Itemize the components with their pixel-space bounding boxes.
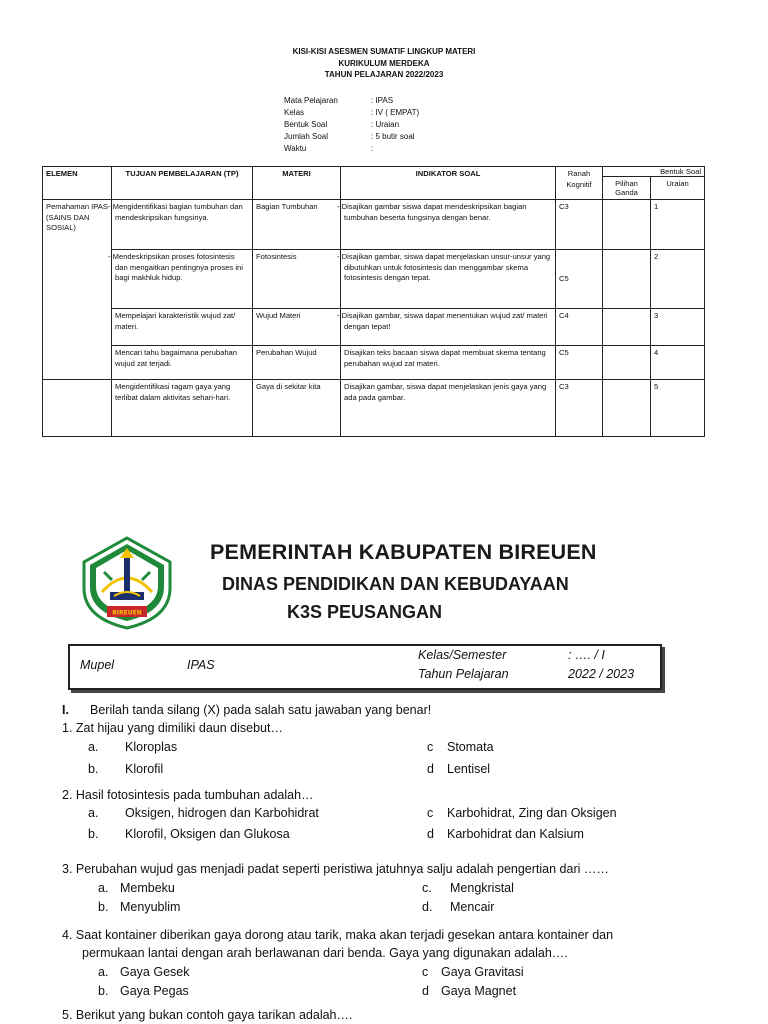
table-row	[43, 309, 705, 346]
option-text: Klorofil	[125, 762, 164, 776]
meta-label: Mata Pelajaran	[284, 96, 338, 105]
cell-ranah: C5	[556, 250, 603, 309]
cell-pg	[603, 346, 651, 380]
header-elemen: ELEMEN	[43, 167, 112, 200]
table-row	[43, 346, 705, 380]
kisi-table	[42, 166, 705, 437]
question-text-continued: permukaan lantai dengan arah berlawanan dari benda. Gaya yang digunakan adalah….	[82, 946, 568, 960]
table-row	[43, 380, 705, 437]
option-text: Mencair	[450, 900, 495, 914]
option-letter: d	[427, 762, 434, 776]
table-row	[43, 250, 705, 309]
kisi-title	[0, 46, 768, 81]
kisi-title-line: TAHUN PELAJARAN 2022/2023	[324, 70, 444, 79]
kisi-meta	[284, 95, 491, 155]
meta-row	[284, 131, 491, 143]
meta-label: Jumlah Soal	[284, 132, 329, 141]
meta-label: Kelas	[284, 108, 305, 117]
meta-value: : IV ( EMPAT)	[371, 108, 420, 117]
meta-value: : 5 butir soal	[371, 132, 415, 141]
kelas-label: Kelas/Semester	[418, 648, 507, 662]
cell-indikator: Disajikan gambar, siswa dapat menjelaskan jenis gaya yang ada pada gambar.	[341, 380, 556, 437]
option-letter: a.	[98, 881, 109, 895]
cell-tp: Mencari tahu bagaimana perubahan wujud zat terjadi.	[112, 346, 253, 380]
cell-pg	[603, 200, 651, 250]
option-text: Gaya Gesek	[120, 965, 190, 979]
cell-uraian: 5	[651, 380, 705, 437]
cell-materi: Bagian Tumbuhan	[253, 200, 341, 250]
option-text: Klorofil, Oksigen dan Glukosa	[125, 827, 290, 841]
mupel-label: Mupel	[80, 658, 115, 672]
cell-pg	[603, 380, 651, 437]
option-letter: b.	[98, 984, 109, 998]
option-text: Gaya Pegas	[120, 984, 189, 998]
meta-value: : IPAS	[371, 96, 394, 105]
header-tp: TUJUAN PEMBELAJARAN (TP)	[112, 167, 253, 200]
option-letter: b.	[98, 900, 109, 914]
logo-text: BIREUEN	[112, 609, 142, 617]
meta-row	[284, 107, 491, 119]
meta-value: : Uraian	[371, 120, 400, 129]
cell-indikator: - Disajikan gambar siswa dapat mendeskripsikan bagian tumbuhan beserta fungsinya dengan benar.	[341, 200, 556, 250]
cell-indikator: - Disajikan gambar, siswa dapat menjelaskan unsur-unsur yang dibutuhkan untuk fotosintesis dan menggambar skema fotosintesis dengan tepat.	[341, 250, 556, 309]
tahun-label: Tahun Pelajaran	[418, 667, 509, 681]
option-text: Karbohidrat, Zing dan Oksigen	[447, 806, 617, 820]
cell-ranah: C3	[556, 200, 603, 250]
cell-uraian: 1	[651, 200, 705, 250]
option-letter: c	[422, 965, 429, 979]
question-text: 4. Saat kontainer diberikan gaya dorong atau tarik, maka akan terjadi gesekan antara kontainer dan	[62, 928, 614, 942]
option-letter: a.	[98, 965, 109, 979]
kisi-title-line: KISI-KISI ASESMEN SUMATIF LINGKUP MATERI	[292, 47, 476, 56]
header-materi: MATERI	[253, 167, 341, 200]
option-letter: d	[427, 827, 434, 841]
cell-pg	[603, 250, 651, 309]
option-text: Lentisel	[447, 762, 491, 776]
option-letter: a.	[88, 806, 99, 820]
cell-uraian: 2	[651, 250, 705, 309]
section-number: I.	[62, 703, 69, 717]
table-header-row	[43, 167, 705, 177]
cell-indikator: Disajikan teks bacaan siswa dapat membuat skema tentang perubahan wujud zat materi.	[341, 346, 556, 380]
mupel-value: IPAS	[187, 658, 215, 672]
option-text: Gaya Magnet	[441, 984, 517, 998]
table-row	[43, 200, 705, 250]
option-letter: a.	[88, 740, 99, 754]
header-title: PEMERINTAH KABUPATEN BIREUEN	[210, 540, 597, 564]
question-text: 1. Zat hijau yang dimiliki daun disebut…	[62, 721, 283, 735]
cell-elemen-empty	[43, 380, 112, 437]
cell-tp: Mengidentifikasi ragam gaya yang terlibat dalam aktivitas sehari-hari.	[112, 380, 253, 437]
option-text: Menyublim	[120, 900, 181, 914]
option-letter: c	[427, 806, 434, 820]
bireuen-emblem-logo	[80, 536, 174, 630]
option-letter: d.	[422, 900, 433, 914]
option-text: Mengkristal	[450, 881, 514, 895]
question-text: 5. Berikut yang bukan contoh gaya tarikan adalah….	[62, 1008, 353, 1022]
option-letter: b.	[88, 827, 99, 841]
cell-materi: Gaya di sekitar kita	[253, 380, 341, 437]
cell-ranah: C4	[556, 309, 603, 346]
cell-ranah: C3	[556, 380, 603, 437]
cell-tp: - Mendeskripsikan proses fotosintesis dan mengaitkan pentingnya proses ini bagi makhluk hidup.	[112, 250, 253, 309]
tahun-value: 2022 / 2023	[568, 667, 635, 681]
header-indikator: INDIKATOR SOAL	[341, 167, 556, 200]
meta-value: :	[371, 144, 374, 153]
question-text: 2. Hasil fotosintesis pada tumbuhan adalah…	[62, 788, 314, 802]
cell-tp: Mempelajari karakteristik wujud zat/ materi.	[112, 309, 253, 346]
option-text: Oksigen, hidrogen dan Karbohidrat	[125, 806, 319, 820]
info-box	[68, 644, 662, 690]
cell-tp: - Mengidentifikasi bagian tumbuhan dan mendeskripsikan fungsinya.	[112, 200, 253, 250]
cell-pg	[603, 309, 651, 346]
question-text: 3. Perubahan wujud gas menjadi padat seperti peristiwa jatuhnya salju adalah pengertian dari ……	[62, 862, 609, 876]
meta-label: Bentuk Soal	[284, 120, 328, 129]
cell-materi: Wujud Materi	[253, 309, 341, 346]
option-text: Kloroplas	[125, 740, 178, 754]
header-subtitle-k3s: K3S PEUSANGAN	[287, 602, 443, 622]
cell-materi: Fotosintesis	[253, 250, 341, 309]
kelas-value: : …. / I	[568, 648, 605, 662]
kisi-title-line: KURIKULUM MERDEKA	[338, 58, 430, 68]
option-letter: c.	[422, 881, 432, 895]
header-bentuk: Bentuk Soal	[603, 167, 705, 177]
section-instruction: Berilah tanda silang (X) pada salah satu jawaban yang benar!	[90, 703, 432, 717]
option-text: Gaya Gravitasi	[441, 965, 524, 979]
cell-elemen: Pemahaman IPAS (SAINS DAN SOSIAL)	[43, 200, 112, 380]
cell-uraian: 3	[651, 309, 705, 346]
meta-label: Waktu	[284, 144, 307, 153]
meta-row	[284, 95, 491, 107]
header-ranah: Ranah Kognitif	[556, 167, 603, 200]
header-subtitle: DINAS PENDIDIKAN DAN KEBUDAYAAN	[222, 574, 569, 594]
option-text: Karbohidrat dan Kalsium	[447, 827, 584, 841]
cell-indikator: - Disajikan gambar, siswa dapat menentukan wujud zat/ materi dengan tepat!	[341, 309, 556, 346]
option-letter: b.	[88, 762, 99, 776]
option-letter: d	[422, 984, 429, 998]
header-uraian: Uraian	[651, 177, 705, 200]
cell-ranah: C5	[556, 346, 603, 380]
option-text: Stomata	[447, 740, 494, 754]
meta-row	[284, 119, 491, 131]
option-text: Membeku	[120, 881, 175, 895]
option-letter: c	[427, 740, 434, 754]
header-pg: Pilihan Ganda	[603, 177, 651, 200]
cell-uraian: 4	[651, 346, 705, 380]
meta-row	[284, 143, 491, 155]
cell-materi: Perubahan Wujud	[253, 346, 341, 380]
